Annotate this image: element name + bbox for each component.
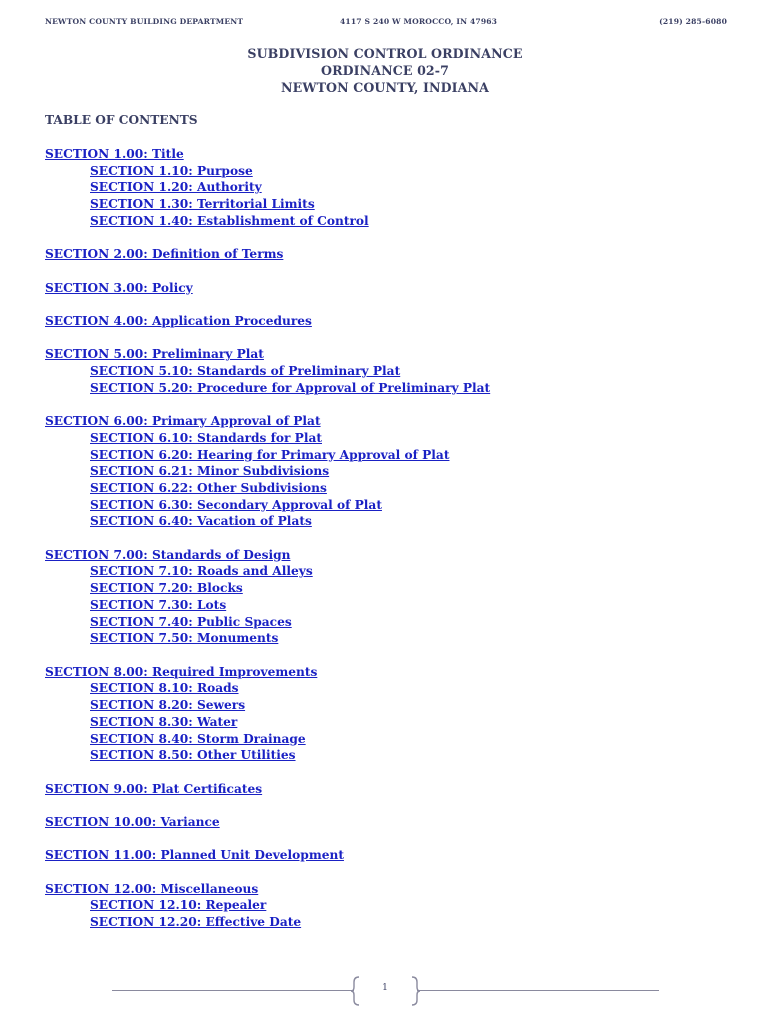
toc-group xyxy=(45,280,725,297)
toc-subsection-link[interactable]: SECTION 1.40: Establishment of Control xyxy=(90,213,369,228)
toc-subsection-link[interactable]: SECTION 7.10: Roads and Alleys xyxy=(90,564,313,579)
toc-section-link[interactable]: SECTION 4.00: Application Procedures xyxy=(45,313,312,328)
toc-subsection-link[interactable]: SECTION 6.22: Other Subdivisions xyxy=(90,480,327,495)
toc-subsection-link[interactable]: SECTION 7.20: Blocks xyxy=(90,581,243,596)
toc-group xyxy=(45,413,725,530)
footer-rule-left xyxy=(112,990,354,991)
toc-group xyxy=(45,547,725,647)
toc-subsection-link[interactable]: SECTION 6.40: Vacation of Plats xyxy=(90,514,312,529)
toc-subsection-link[interactable]: SECTION 6.10: Standards for Plat xyxy=(90,430,322,445)
page-number: 1 xyxy=(382,983,388,993)
toc-group xyxy=(45,313,725,330)
toc-section-link[interactable]: SECTION 7.00: Standards of Design xyxy=(45,547,291,562)
header-address: 4117 S 240 W MOROCCO, IN 47963 xyxy=(340,17,498,26)
table-of-contents xyxy=(45,146,725,948)
toc-section-link[interactable]: SECTION 8.00: Required Improvements xyxy=(45,664,318,679)
toc-group xyxy=(45,814,725,831)
toc-subsection-link[interactable]: SECTION 6.20: Hearing for Primary Approval of Plat xyxy=(90,447,450,462)
toc-subsection-link[interactable]: SECTION 1.30: Territorial Limits xyxy=(90,197,315,212)
toc-section-link[interactable]: SECTION 1.00: Title xyxy=(45,147,184,161)
toc-subsection-link[interactable]: SECTION 6.21: Minor Subdivisions xyxy=(90,464,330,479)
title-line-county: NEWTON COUNTY, INDIANA xyxy=(281,80,489,95)
header-phone: (219) 285-6080 xyxy=(659,17,727,26)
toc-subsection-link[interactable]: SECTION 5.20: Procedure for Approval of Preliminary Plat xyxy=(90,380,491,395)
page-header xyxy=(45,17,727,31)
toc-subsection-link[interactable]: SECTION 7.30: Lots xyxy=(90,597,227,612)
toc-heading: TABLE OF CONTENTS xyxy=(45,113,198,127)
title-line-ordinance-name: SUBDIVISION CONTROL ORDINANCE xyxy=(247,46,523,61)
toc-subsection-link[interactable]: SECTION 5.10: Standards of Preliminary Plat xyxy=(90,364,401,379)
toc-subsection-link[interactable]: SECTION 8.30: Water xyxy=(90,714,238,729)
toc-section-link[interactable]: SECTION 10.00: Variance xyxy=(45,814,220,829)
toc-section-link[interactable]: SECTION 9.00: Plat Certificates xyxy=(45,781,263,796)
toc-group xyxy=(45,781,725,798)
toc-subsection-link[interactable]: SECTION 12.10: Repealer xyxy=(90,898,267,913)
toc-group xyxy=(45,847,725,864)
toc-subsection-link[interactable]: SECTION 8.10: Roads xyxy=(90,681,239,696)
toc-group xyxy=(45,881,725,931)
toc-group xyxy=(45,246,725,263)
title-line-ordinance-number: ORDINANCE 02-7 xyxy=(321,63,449,78)
document-title xyxy=(0,45,770,96)
toc-subsection-link[interactable]: SECTION 8.20: Sewers xyxy=(90,698,246,713)
toc-subsection-link[interactable]: SECTION 8.40: Storm Drainage xyxy=(90,731,306,746)
toc-section-link[interactable]: SECTION 3.00: Policy xyxy=(45,280,193,295)
toc-subsection-link[interactable]: SECTION 7.50: Monuments xyxy=(90,631,279,646)
footer-rule-right xyxy=(417,990,659,991)
toc-section-link[interactable]: SECTION 11.00: Planned Unit Development xyxy=(45,848,344,863)
toc-subsection-link[interactable]: SECTION 1.10: Purpose xyxy=(90,163,253,178)
toc-subsection-link[interactable]: SECTION 1.20: Authority xyxy=(90,180,262,195)
toc-section-link[interactable]: SECTION 12.00: Miscellaneous xyxy=(45,881,259,896)
toc-section-link[interactable]: SECTION 6.00: Primary Approval of Plat xyxy=(45,414,321,429)
toc-group xyxy=(45,146,725,230)
toc-group xyxy=(45,346,725,396)
toc-subsection-link[interactable]: SECTION 12.20: Effective Date xyxy=(90,915,302,930)
header-department: NEWTON COUNTY BUILDING DEPARTMENT xyxy=(45,17,244,26)
toc-subsection-link[interactable]: SECTION 6.30: Secondary Approval of Plat xyxy=(90,497,382,512)
right-brace-icon xyxy=(409,975,421,1007)
toc-section-link[interactable]: SECTION 2.00: Definition of Terms xyxy=(45,247,284,262)
toc-section-link[interactable]: SECTION 5.00: Preliminary Plat xyxy=(45,347,264,362)
page-footer xyxy=(0,975,770,1015)
toc-subsection-link[interactable]: SECTION 8.50: Other Utilities xyxy=(90,748,296,763)
toc-group xyxy=(45,664,725,764)
toc-subsection-link[interactable]: SECTION 7.40: Public Spaces xyxy=(90,614,292,629)
